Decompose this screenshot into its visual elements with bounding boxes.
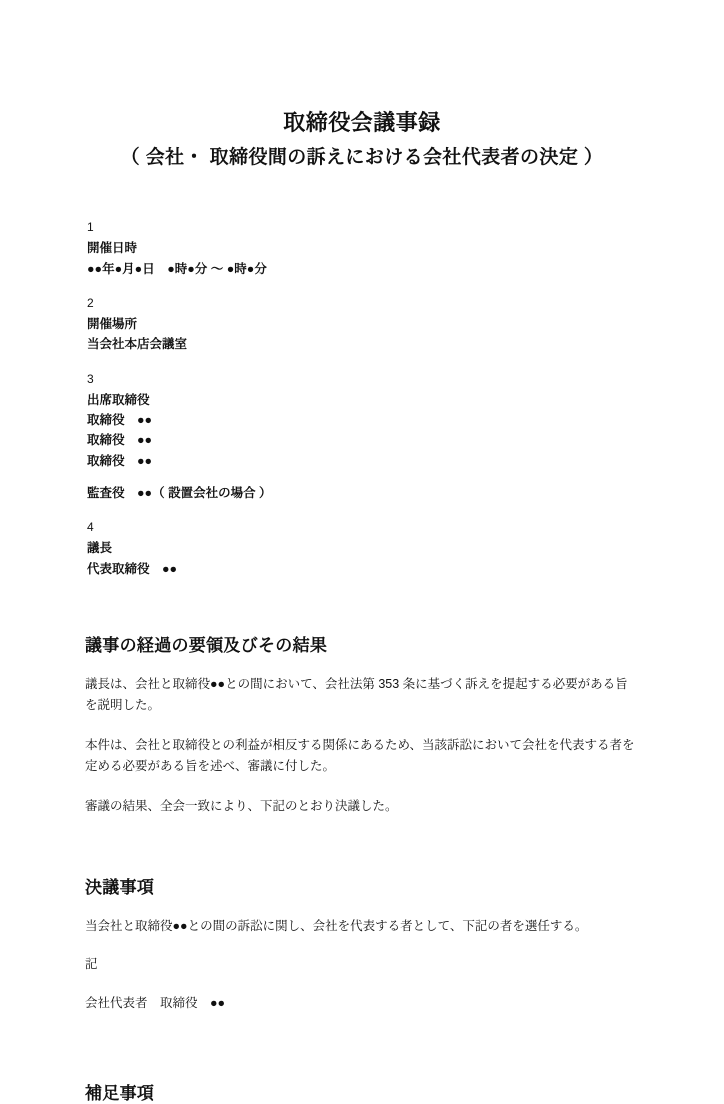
- section-heading-resolution: 決議事項: [85, 878, 155, 898]
- item-label: 出席取締役: [87, 392, 150, 407]
- paragraph: 議長は、会社と取締役●●との間において、会社法第 353 条に基づく訴えを提起する必要がある旨を説明した。: [85, 676, 628, 713]
- document-subtitle: （ 会社・ 取締役間の訴えにおける会社代表者の決定 ）: [120, 146, 604, 168]
- item-label: 議長: [87, 541, 113, 556]
- item-body: [87, 373, 724, 504]
- paragraph: 本件は、会社と取締役との利益が相反する関係にあるため、当該訴訟において会社を代表する者を定める必要がある旨を述べ、審議に付した。: [85, 737, 635, 774]
- section-resolution: [0, 873, 724, 1015]
- item-value: 当会社本店会議室: [87, 337, 188, 352]
- meeting-details-list: [0, 218, 724, 579]
- list-item: [0, 294, 724, 355]
- item-label: 開催日時: [87, 241, 138, 256]
- list-item: [0, 218, 724, 279]
- list-item: [0, 370, 724, 504]
- item-value-auditor: 監査役 ●●（ 設置会社の場合 ）: [87, 485, 272, 500]
- section-heading-supplement: 補足事項: [85, 1083, 155, 1103]
- item-value: 取締役 ●●: [87, 453, 153, 468]
- item-number: 3: [87, 371, 94, 386]
- list-item: [0, 518, 724, 579]
- item-number: 2: [87, 295, 94, 310]
- paragraph: 当会社と取締役●●との間の訴訟に関し、会社を代表する者として、下記の者を選任する。: [85, 919, 588, 934]
- item-label: 開催場所: [87, 317, 138, 332]
- record-marker: 記: [85, 956, 98, 971]
- item-value: 代表取締役 ●●: [87, 561, 178, 576]
- item-body: [87, 221, 724, 279]
- section-supplement: [0, 1079, 724, 1104]
- section-heading-proceedings: 議事の経過の要領及びその結果: [85, 635, 328, 655]
- item-body: [87, 521, 724, 579]
- item-value: ●●年●月●日 ●時●分 ～ ●時●分: [87, 261, 267, 276]
- appointee-line: 会社代表者 取締役 ●●: [85, 996, 226, 1011]
- paragraph: 審議の結果、全会一致により、下記のとおり決議した。: [85, 798, 398, 813]
- document-title: 取締役会議事録: [283, 110, 441, 135]
- item-body: [87, 297, 724, 355]
- section-proceedings: [0, 631, 724, 818]
- item-value: 取締役 ●●: [87, 413, 153, 428]
- item-number: 4: [87, 520, 94, 535]
- item-number: 1: [87, 220, 94, 235]
- item-value: 取締役 ●●: [87, 433, 153, 448]
- title-block: [0, 108, 724, 171]
